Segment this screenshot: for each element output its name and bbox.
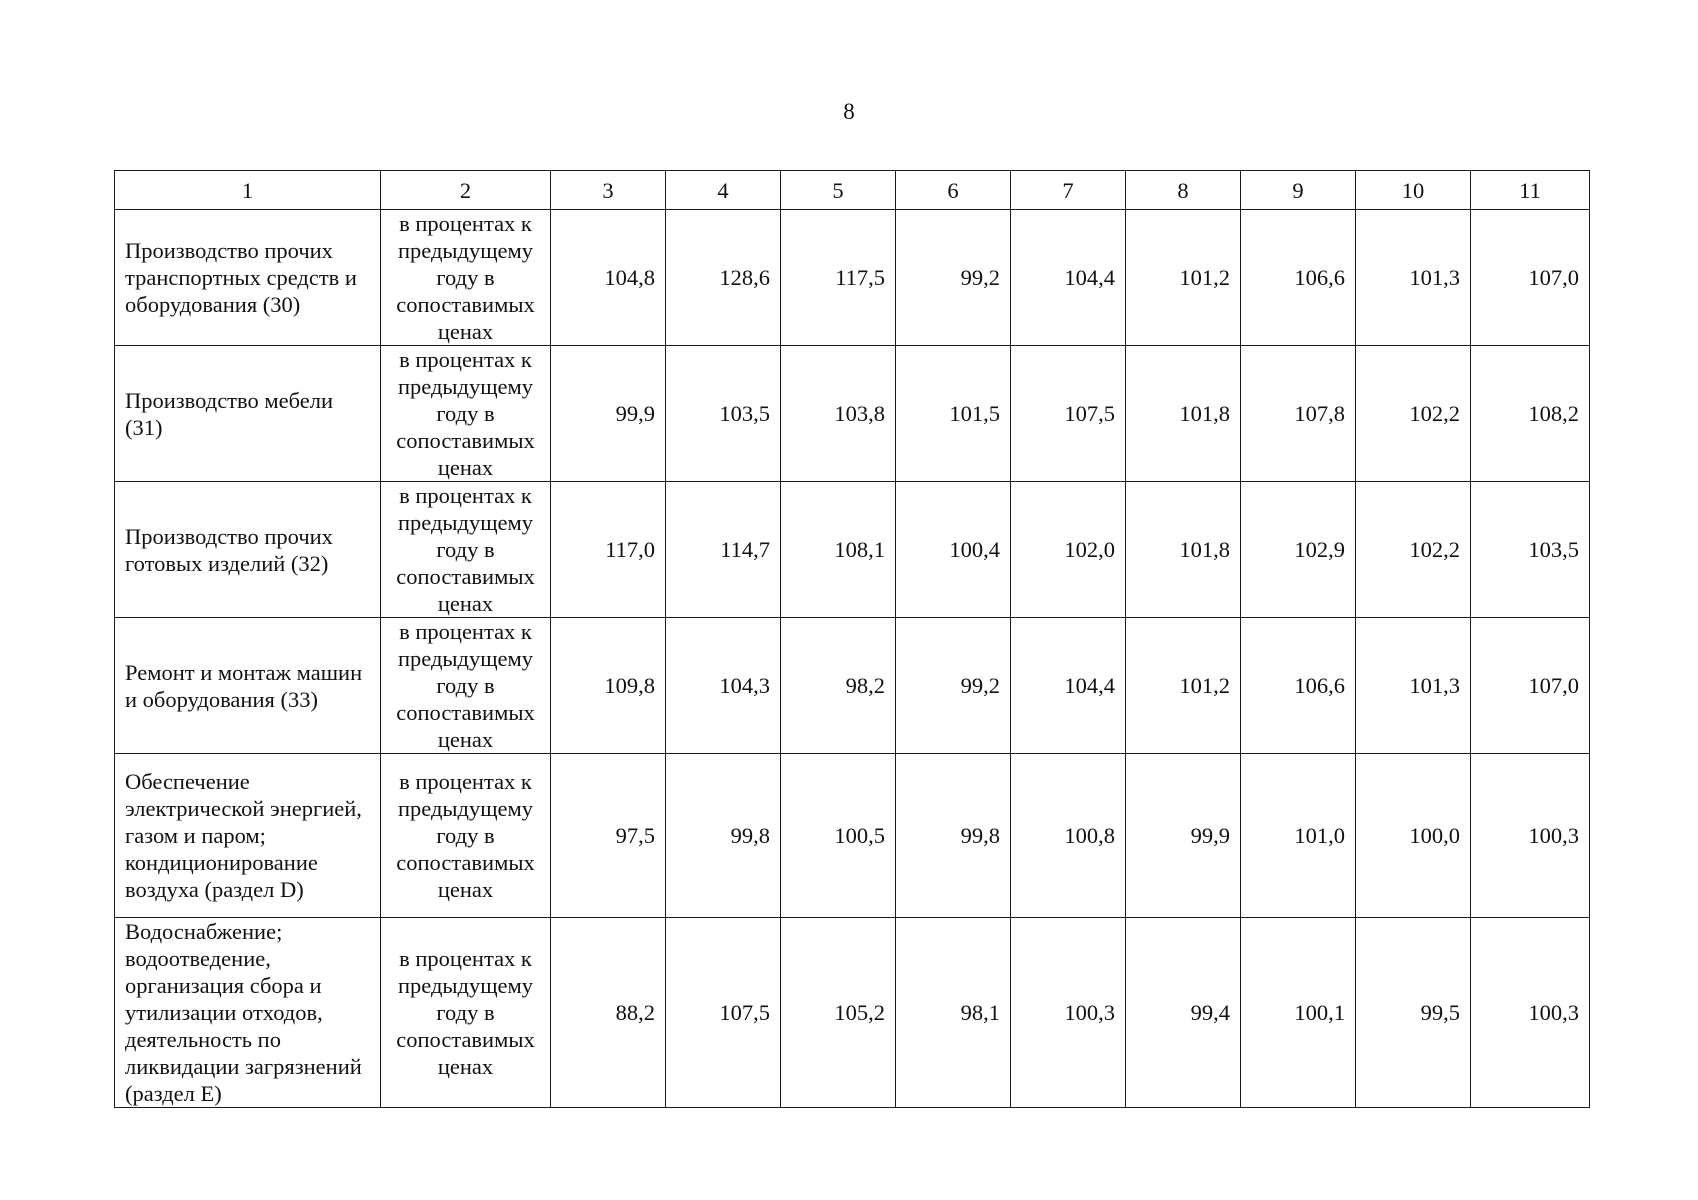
value-cell: 100,4 <box>896 482 1011 618</box>
value-cell: 101,8 <box>1126 346 1241 482</box>
table-row <box>115 346 1590 482</box>
value-cell: 103,5 <box>1471 482 1590 618</box>
value-cell: 104,8 <box>551 210 666 346</box>
page-number: 8 <box>843 99 855 124</box>
column-number: 1 <box>115 171 381 210</box>
value-cell: 99,9 <box>551 346 666 482</box>
value-cell: 103,5 <box>666 346 781 482</box>
value-cell: 107,5 <box>666 918 781 1108</box>
column-number: 3 <box>551 171 666 210</box>
value-cell: 103,8 <box>781 346 896 482</box>
value-cell: 98,2 <box>781 618 896 754</box>
unit-of-measure: в процентах к предыдущему году в сопоставимых ценах <box>381 754 551 918</box>
value-cell: 100,3 <box>1011 918 1126 1108</box>
table-row <box>115 754 1590 918</box>
value-cell: 99,2 <box>896 210 1011 346</box>
value-cell: 105,2 <box>781 918 896 1108</box>
value-cell: 99,8 <box>896 754 1011 918</box>
column-number: 8 <box>1126 171 1241 210</box>
value-cell: 104,4 <box>1011 618 1126 754</box>
value-cell: 88,2 <box>551 918 666 1108</box>
value-cell: 97,5 <box>551 754 666 918</box>
value-cell: 104,3 <box>666 618 781 754</box>
value-cell: 99,2 <box>896 618 1011 754</box>
value-cell: 98,1 <box>896 918 1011 1108</box>
table-row <box>115 210 1590 346</box>
indicator-name: Производство прочих транспортных средств и оборудования (30) <box>115 210 381 346</box>
column-number: 2 <box>381 171 551 210</box>
value-cell: 99,8 <box>666 754 781 918</box>
value-cell: 102,2 <box>1356 482 1471 618</box>
value-cell: 101,3 <box>1356 210 1471 346</box>
value-cell: 106,6 <box>1241 210 1356 346</box>
value-cell: 100,1 <box>1241 918 1356 1108</box>
value-cell: 100,0 <box>1356 754 1471 918</box>
column-number: 11 <box>1471 171 1590 210</box>
value-cell: 100,8 <box>1011 754 1126 918</box>
value-cell: 107,5 <box>1011 346 1126 482</box>
value-cell: 114,7 <box>666 482 781 618</box>
value-cell: 107,0 <box>1471 618 1590 754</box>
statistics-table <box>114 170 1590 1108</box>
column-number: 4 <box>666 171 781 210</box>
value-cell: 117,5 <box>781 210 896 346</box>
value-cell: 102,2 <box>1356 346 1471 482</box>
indicator-name: Обеспечение электрической энергией, газом и паром; кондиционирование воздуха (раздел D) <box>115 754 381 918</box>
unit-of-measure: в процентах к предыдущему году в сопоставимых ценах <box>381 918 551 1108</box>
value-cell: 108,1 <box>781 482 896 618</box>
value-cell: 99,4 <box>1126 918 1241 1108</box>
value-cell: 99,5 <box>1356 918 1471 1108</box>
value-cell: 102,9 <box>1241 482 1356 618</box>
value-cell: 101,0 <box>1241 754 1356 918</box>
value-cell: 101,2 <box>1126 210 1241 346</box>
table-row <box>115 482 1590 618</box>
value-cell: 100,3 <box>1471 918 1590 1108</box>
value-cell: 101,8 <box>1126 482 1241 618</box>
value-cell: 106,6 <box>1241 618 1356 754</box>
value-cell: 108,2 <box>1471 346 1590 482</box>
column-number: 6 <box>896 171 1011 210</box>
value-cell: 109,8 <box>551 618 666 754</box>
unit-of-measure: в процентах к предыдущему году в сопоставимых ценах <box>381 210 551 346</box>
indicator-name: Ремонт и монтаж машин и оборудования (33) <box>115 618 381 754</box>
value-cell: 100,3 <box>1471 754 1590 918</box>
indicator-name: Производство мебели (31) <box>115 346 381 482</box>
column-number: 9 <box>1241 171 1356 210</box>
value-cell: 107,0 <box>1471 210 1590 346</box>
value-cell: 101,5 <box>896 346 1011 482</box>
unit-of-measure: в процентах к предыдущему году в сопоставимых ценах <box>381 346 551 482</box>
value-cell: 102,0 <box>1011 482 1126 618</box>
column-number: 5 <box>781 171 896 210</box>
value-cell: 128,6 <box>666 210 781 346</box>
value-cell: 101,3 <box>1356 618 1471 754</box>
column-number-row <box>115 171 1590 210</box>
value-cell: 99,9 <box>1126 754 1241 918</box>
value-cell: 104,4 <box>1011 210 1126 346</box>
column-number: 7 <box>1011 171 1126 210</box>
table-row <box>115 918 1590 1108</box>
value-cell: 107,8 <box>1241 346 1356 482</box>
value-cell: 101,2 <box>1126 618 1241 754</box>
value-cell: 117,0 <box>551 482 666 618</box>
table-row <box>115 618 1590 754</box>
column-number: 10 <box>1356 171 1471 210</box>
indicator-name: Производство прочих готовых изделий (32) <box>115 482 381 618</box>
value-cell: 100,5 <box>781 754 896 918</box>
indicator-name: Водоснабжение; водоотведение, организация сбора и утилизации отходов, деятельность по ликвидации загрязнений (раздел E) <box>115 918 381 1108</box>
unit-of-measure: в процентах к предыдущему году в сопоставимых ценах <box>381 618 551 754</box>
unit-of-measure: в процентах к предыдущему году в сопоставимых ценах <box>381 482 551 618</box>
